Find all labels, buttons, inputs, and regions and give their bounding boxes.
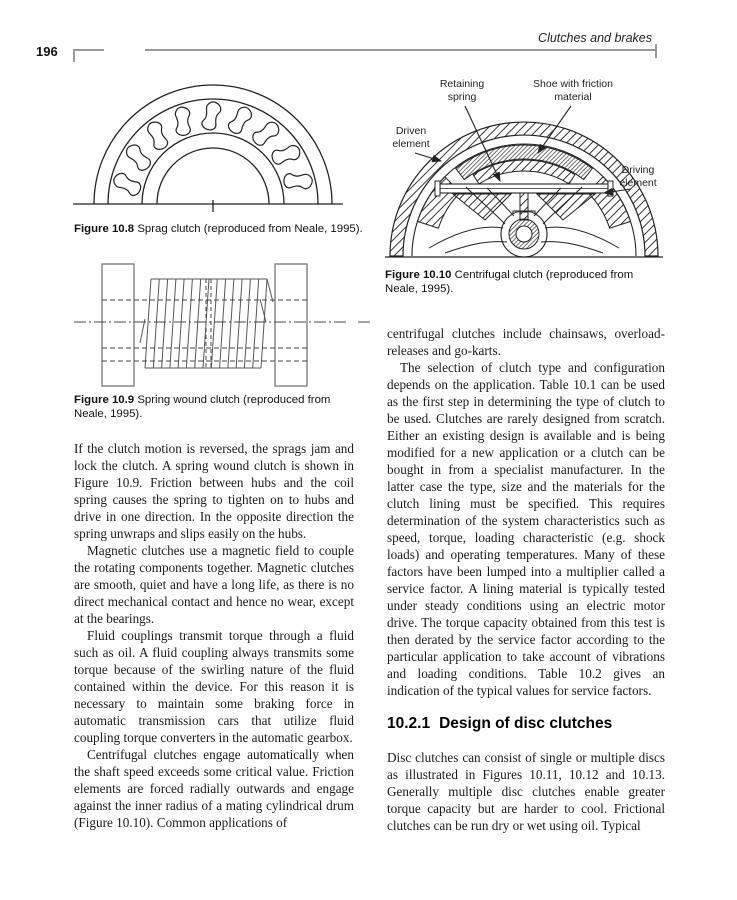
paragraph: The selection of clutch type and configuration depends on the application. Table 10.1 can be used as the first step in determining the type of clutch to be used. Clutches are rarely designed from scratch. Either an existing design is available and is being modified for a new application or a clutch can be bought in from a specialist manufacturer. In the latter case the type, size and the materials for the clutch lining must be specified. This requires determination of the system characteristics such as speed, torque, loading characteristic (e.g. shock loads) and operating temperatures. Many of these factors have been lumped into a multiplier called a service factor. A lining material is typically tested under steady conditions using an electric motor drive. The torque capacity obtained from this test is then derated by the service factor according to the particular application to take account of vibrations and loading conditions. Table 10.2 gives an indication of the typical values for service factors. bbox=[387, 360, 665, 698]
header-rule bbox=[145, 49, 655, 51]
figure-10-10-caption-text: Centrifugal clutch (reproduced from Neale, 1995). bbox=[385, 269, 634, 296]
paragraph: Disc clutches can consist of single or multiple discs as illustrated in Figures 10.11, 10.12 and 10.13. Generally multiple disc clutches enable greater torque capacity but are harder to cool. Frictional clutches can be run dry or wet using oil. Typical bbox=[387, 750, 665, 833]
left-column-text bbox=[74, 440, 354, 831]
section-title: Design of disc clutches bbox=[439, 715, 613, 732]
paragraph: Fluid couplings transmit torque through a fluid such as oil. A fluid coupling always transmits some torque because of the swirling nature of the fluid contained within the device. For this reason it is necessary to maintain some braking force in automatic transmission cars that utilize fluid coupling torque converters in the automatic gearbox. bbox=[74, 628, 354, 745]
figure-10-8-caption-text: Sprag clutch (reproduced from Neale, 1995). bbox=[137, 223, 363, 235]
friction-shoe bbox=[456, 145, 593, 184]
figure-10-8-sprag-clutch-drawing bbox=[73, 84, 343, 216]
paragraph: centrifugal clutches include chainsaws, overload-releases and go-karts. bbox=[387, 326, 665, 358]
paragraph: Centrifugal clutches engage automatically when the shaft speed exceeds some critical value. Friction elements are forced radially outwards and engage against the inner radius of a mating cylindrical drum (Figure 10.10). Common applications of bbox=[74, 747, 354, 830]
header-tick-right bbox=[655, 44, 657, 58]
hub bbox=[501, 211, 547, 257]
figure-10-9-spring-clutch-drawing bbox=[70, 255, 375, 390]
figure-10-8-caption-number: Figure 10.8 bbox=[74, 223, 135, 235]
figure-10-10-caption-number: Figure 10.10 bbox=[385, 269, 452, 281]
page-number: 196 bbox=[36, 44, 58, 59]
header-rule-left-segment bbox=[73, 49, 104, 51]
section-number: 10.2.1 bbox=[387, 715, 431, 732]
figure-10-10-caption bbox=[385, 268, 665, 296]
sprag-elements bbox=[111, 100, 313, 199]
running-title: Clutches and brakes bbox=[538, 31, 652, 45]
figure-10-9-caption-text: Spring wound clutch (reproduced from Neale, 1995). bbox=[74, 394, 331, 421]
figure-10-9-caption bbox=[74, 393, 346, 421]
figure-10-8-caption bbox=[74, 222, 374, 236]
label-retaining-spring: Retaining spring bbox=[439, 78, 485, 103]
paragraph: Magnetic clutches use a magnetic field to couple the rotating components together. Magnetic clutches are smooth, quiet and have a long life, as there is no direct mechanical contact and hence no wear, except at the bearings. bbox=[74, 543, 354, 626]
right-column-text bbox=[387, 325, 665, 834]
figure-10-9-caption-number: Figure 10.9 bbox=[74, 394, 135, 406]
label-driving-element: Driving element bbox=[619, 164, 657, 189]
label-driven-element: Driven element bbox=[392, 125, 430, 150]
label-shoe-with-friction-material: Shoe with friction material bbox=[533, 78, 613, 103]
header-tick-left bbox=[73, 49, 75, 62]
paragraph: If the clutch motion is reversed, the sprags jam and lock the clutch. A spring wound clutch is shown in Figure 10.9. Friction between hubs and the coil spring causes the spring to tighten on to hubs and drive in one direction. In the opposite direction the spring unwraps and slips easily on the hubs. bbox=[74, 441, 354, 541]
section-heading bbox=[387, 715, 665, 732]
figure-10-10-centrifugal-clutch bbox=[383, 76, 665, 262]
